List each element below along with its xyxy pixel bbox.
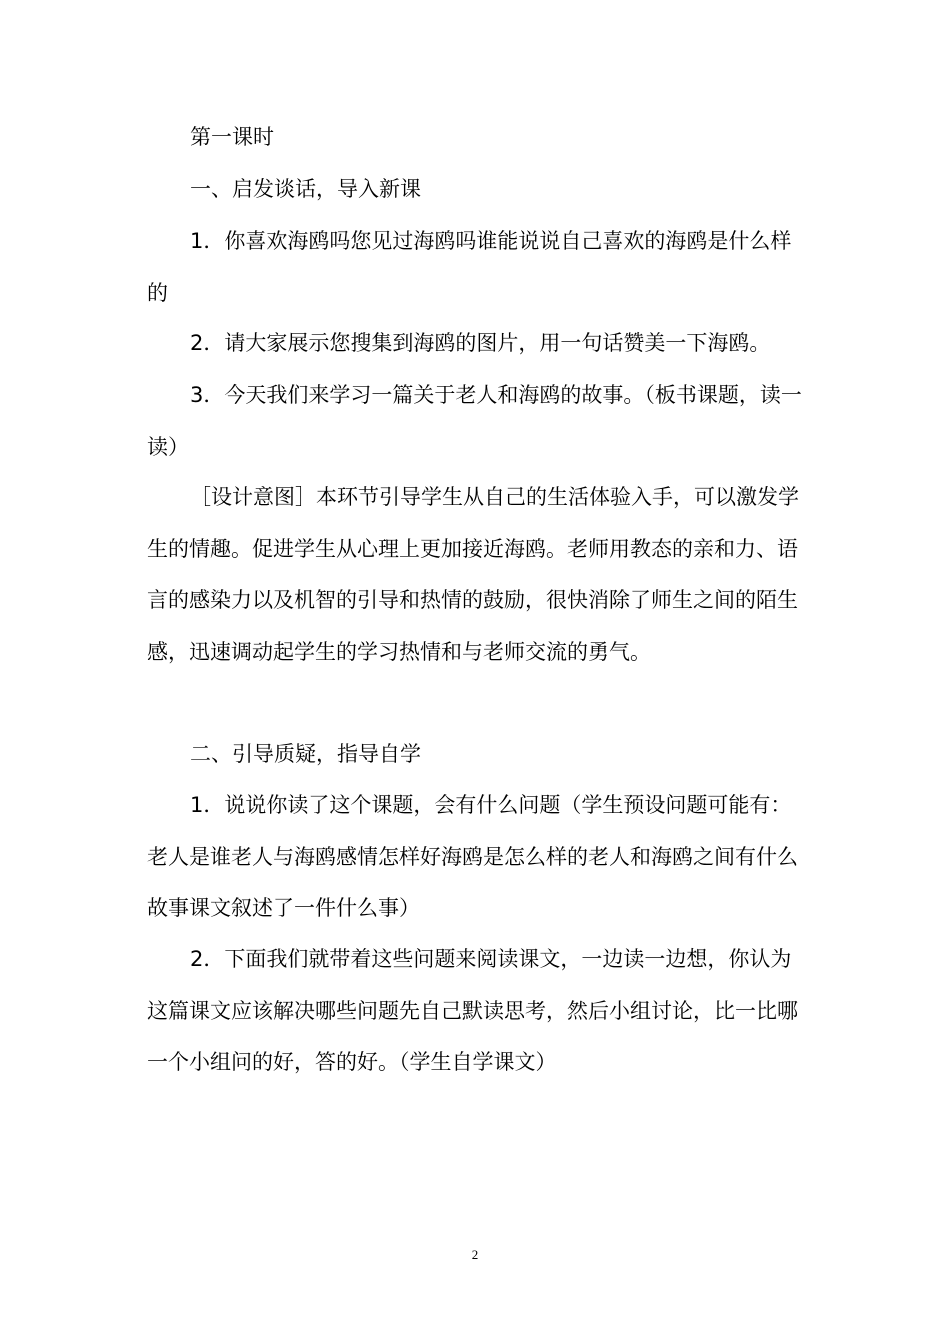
paragraph-question-3: 3．今天我们来学习一篇关于老人和海鸥的故事。（板书课题，读一读） xyxy=(147,383,802,459)
paragraph-question-2: 2．请大家展示您搜集到海鸥的图片，用一句话赞美一下海鸥。 xyxy=(190,331,771,355)
lesson-heading: 第一课时 xyxy=(190,125,274,149)
paragraph-guide-2: 2．下面我们就带着这些问题来阅读课文，一边读一边想，你认为这篇课文应该解决哪些问题先自己默读思考，然后小组讨论，比一比哪一个小组问的好，答的好。（学生自学课文） xyxy=(147,947,798,1074)
section-heading-2: 二、引导质疑，指导自学 xyxy=(190,742,421,766)
paragraph-guide-1: 1．说说你读了这个课题，会有什么问题（学生预设问题可能有：老人是谁老人与海鸥感情怎样好海鸥是怎么样的老人和海鸥之间有什么故事课文叙述了一件什么事） xyxy=(147,793,798,920)
page-number: 2 xyxy=(471,1247,479,1262)
section-heading-1: 一、启发谈话，导入新课 xyxy=(190,177,421,201)
design-intent-paragraph: ［设计意图］本环节引导学生从自己的生活体验入手，可以激发学生的情趣。促进学生从心理上更加接近海鸥。老师用教态的亲和力、语言的感染力以及机智的引导和热情的鼓励，很快消除了师生之间的陌生感，迅速调动起学生的学习热情和与老师交流的勇气。 xyxy=(147,485,799,664)
paragraph-question-1: 1．你喜欢海鸥吗您见过海鸥吗谁能说说自己喜欢的海鸥是什么样的 xyxy=(147,229,792,305)
